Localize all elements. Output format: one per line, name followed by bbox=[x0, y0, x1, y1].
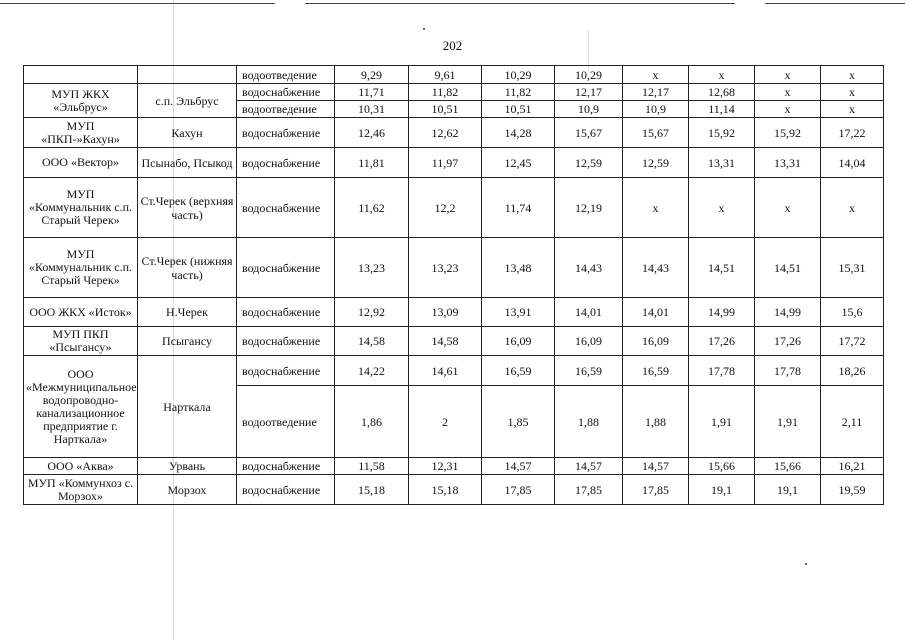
tariff-value-cell: 11,82 bbox=[409, 84, 482, 101]
tariff-value-cell: 10,31 bbox=[335, 101, 409, 118]
tariff-value-cell: 14,43 bbox=[555, 238, 623, 298]
tariff-value-cell: 10,51 bbox=[409, 101, 482, 118]
tariff-value-cell: 12,2 bbox=[409, 178, 482, 238]
settlement-cell: Ст.Черек (нижняя часть) bbox=[138, 238, 237, 298]
tariff-value-cell: 14,99 bbox=[755, 298, 821, 327]
tariff-value-cell: x bbox=[623, 66, 689, 84]
tariff-value-cell: x bbox=[821, 84, 884, 101]
tariff-value-cell: 17,78 bbox=[689, 356, 755, 386]
service-cell: водоотведение bbox=[237, 66, 335, 84]
tariff-value-cell: 14,58 bbox=[335, 327, 409, 356]
tariff-value-cell: 16,09 bbox=[555, 327, 623, 356]
settlement-cell: Нарткала bbox=[138, 356, 237, 458]
service-cell: водоснабжение bbox=[237, 238, 335, 298]
tariff-value-cell: 14,99 bbox=[689, 298, 755, 327]
service-cell: водоснабжение bbox=[237, 475, 335, 505]
tariff-value-cell: 17,85 bbox=[482, 475, 555, 505]
table-row bbox=[24, 458, 884, 475]
tariff-value-cell: 14,51 bbox=[689, 238, 755, 298]
organization-cell: ООО «Аква» bbox=[24, 458, 138, 475]
tariff-value-cell: 18,26 bbox=[821, 356, 884, 386]
table-row bbox=[24, 148, 884, 178]
tariff-value-cell: 13,23 bbox=[409, 238, 482, 298]
tariff-value-cell: 15,67 bbox=[555, 118, 623, 148]
tariff-value-cell: x bbox=[755, 84, 821, 101]
tariff-value-cell: 12,59 bbox=[623, 148, 689, 178]
settlement-cell: Ст.Черек (верхняя часть) bbox=[138, 178, 237, 238]
tariff-value-cell: 12,17 bbox=[555, 84, 623, 101]
tariff-value-cell: 11,82 bbox=[482, 84, 555, 101]
tariff-value-cell: 11,71 bbox=[335, 84, 409, 101]
service-cell: водоснабжение bbox=[237, 118, 335, 148]
settlement-cell: Морзох bbox=[138, 475, 237, 505]
tariff-value-cell: 13,91 bbox=[482, 298, 555, 327]
tariff-value-cell: 14,57 bbox=[623, 458, 689, 475]
tariff-value-cell: 14,01 bbox=[555, 298, 623, 327]
tariff-value-cell: 15,18 bbox=[335, 475, 409, 505]
tariff-value-cell: 12,46 bbox=[335, 118, 409, 148]
tariff-value-cell: 14,04 bbox=[821, 148, 884, 178]
organization-cell: МУП ПКП «Псыгансу» bbox=[24, 327, 138, 356]
tariff-value-cell: x bbox=[821, 178, 884, 238]
tariff-value-cell: 17,22 bbox=[821, 118, 884, 148]
tariff-value-cell: 10,9 bbox=[623, 101, 689, 118]
tariff-value-cell: 15,66 bbox=[755, 458, 821, 475]
tariff-value-cell: x bbox=[821, 101, 884, 118]
tariff-value-cell: 14,61 bbox=[409, 356, 482, 386]
organization-cell: МУП «Коммунальник с.п. Старый Черек» bbox=[24, 238, 138, 298]
tariff-value-cell: 14,51 bbox=[755, 238, 821, 298]
tariff-value-cell: x bbox=[821, 66, 884, 84]
service-cell: водоснабжение bbox=[237, 178, 335, 238]
tariff-value-cell: 12,17 bbox=[623, 84, 689, 101]
table-row bbox=[24, 84, 884, 101]
settlement-cell: Урвань bbox=[138, 458, 237, 475]
table-row bbox=[24, 298, 884, 327]
table-row bbox=[24, 118, 884, 148]
tariff-value-cell: x bbox=[755, 101, 821, 118]
tariff-value-cell: 16,21 bbox=[821, 458, 884, 475]
service-cell: водоснабжение bbox=[237, 356, 335, 386]
tariff-value-cell: 12,31 bbox=[409, 458, 482, 475]
table-row bbox=[24, 238, 884, 298]
tariff-value-cell: 14,01 bbox=[623, 298, 689, 327]
tariff-value-cell: 10,9 bbox=[555, 101, 623, 118]
settlement-cell: Псынабо, Псыкод bbox=[138, 148, 237, 178]
tariff-value-cell: 9,61 bbox=[409, 66, 482, 84]
tariff-value-cell: 11,97 bbox=[409, 148, 482, 178]
table-row bbox=[24, 356, 884, 386]
tariff-value-cell: 1,91 bbox=[689, 386, 755, 458]
tariff-value-cell: 13,23 bbox=[335, 238, 409, 298]
tariff-value-cell: 19,59 bbox=[821, 475, 884, 505]
tariff-value-cell: 12,59 bbox=[555, 148, 623, 178]
tariff-value-cell: 10,29 bbox=[482, 66, 555, 84]
organization-cell: ООО ЖКХ «Исток» bbox=[24, 298, 138, 327]
tariff-value-cell: x bbox=[755, 178, 821, 238]
tariff-value-cell: 14,58 bbox=[409, 327, 482, 356]
tariff-value-cell: 10,29 bbox=[555, 66, 623, 84]
organization-cell: МУП ЖКХ «Эльбрус» bbox=[24, 84, 138, 118]
tariff-value-cell: 15,66 bbox=[689, 458, 755, 475]
service-cell: водоотведение bbox=[237, 101, 335, 118]
tariff-value-cell: 16,09 bbox=[482, 327, 555, 356]
scan-edge-line bbox=[305, 3, 735, 4]
scan-speck bbox=[423, 28, 425, 30]
tariff-value-cell: 15,6 bbox=[821, 298, 884, 327]
tariff-value-cell: 2,11 bbox=[821, 386, 884, 458]
tariff-value-cell: 1,88 bbox=[555, 386, 623, 458]
tariff-value-cell: 17,78 bbox=[755, 356, 821, 386]
tariff-value-cell: 15,92 bbox=[755, 118, 821, 148]
tariff-value-cell: x bbox=[689, 178, 755, 238]
tariff-value-cell: 17,85 bbox=[555, 475, 623, 505]
tariff-value-cell: 12,19 bbox=[555, 178, 623, 238]
tariff-value-cell: 13,31 bbox=[755, 148, 821, 178]
tariff-value-cell: 2 bbox=[409, 386, 482, 458]
service-cell: водоснабжение bbox=[237, 298, 335, 327]
tariff-value-cell: 11,62 bbox=[335, 178, 409, 238]
table-row bbox=[24, 327, 884, 356]
tariff-table bbox=[23, 65, 884, 505]
tariff-value-cell: 16,59 bbox=[555, 356, 623, 386]
organization-cell: ООО «Межмуниципальное водопроводно-канализационное предприятие г. Нарткала» bbox=[24, 356, 138, 458]
tariff-value-cell: 13,48 bbox=[482, 238, 555, 298]
tariff-value-cell: 13,31 bbox=[689, 148, 755, 178]
tariff-value-cell: 14,22 bbox=[335, 356, 409, 386]
table-row bbox=[24, 475, 884, 505]
tariff-value-cell: 16,09 bbox=[623, 327, 689, 356]
tariff-value-cell: 1,86 bbox=[335, 386, 409, 458]
service-cell: водоснабжение bbox=[237, 148, 335, 178]
table-row bbox=[24, 66, 884, 84]
tariff-value-cell: x bbox=[623, 178, 689, 238]
tariff-value-cell: 12,62 bbox=[409, 118, 482, 148]
organization-cell: МУП «ПКП-»Кахун» bbox=[24, 118, 138, 148]
tariff-value-cell: 12,92 bbox=[335, 298, 409, 327]
tariff-value-cell: 14,43 bbox=[623, 238, 689, 298]
tariff-value-cell: 17,72 bbox=[821, 327, 884, 356]
table-row bbox=[24, 178, 884, 238]
tariff-value-cell: 12,68 bbox=[689, 84, 755, 101]
tariff-value-cell: 15,67 bbox=[623, 118, 689, 148]
service-cell: водоснабжение bbox=[237, 327, 335, 356]
tariff-value-cell: 10,51 bbox=[482, 101, 555, 118]
page-number: 202 bbox=[442, 38, 463, 53]
settlement-cell: с.п. Эльбрус bbox=[138, 84, 237, 118]
service-cell: водоснабжение bbox=[237, 458, 335, 475]
tariff-value-cell: 15,18 bbox=[409, 475, 482, 505]
settlement-cell bbox=[138, 66, 237, 84]
tariff-value-cell: 11,81 bbox=[335, 148, 409, 178]
tariff-value-cell: 9,29 bbox=[335, 66, 409, 84]
settlement-cell: Псыгансу bbox=[138, 327, 237, 356]
scan-edge-line bbox=[0, 3, 275, 4]
settlement-cell: Н.Черек bbox=[138, 298, 237, 327]
tariff-value-cell: 19,1 bbox=[755, 475, 821, 505]
tariff-value-cell: x bbox=[689, 66, 755, 84]
settlement-cell: Кахун bbox=[138, 118, 237, 148]
organization-cell bbox=[24, 66, 138, 84]
service-cell: водоотведение bbox=[237, 386, 335, 458]
tariff-value-cell: 11,58 bbox=[335, 458, 409, 475]
tariff-value-cell: 12,45 bbox=[482, 148, 555, 178]
organization-cell: ООО «Вектор» bbox=[24, 148, 138, 178]
tariff-value-cell: 17,26 bbox=[689, 327, 755, 356]
tariff-value-cell: 1,85 bbox=[482, 386, 555, 458]
tariff-value-cell: 17,85 bbox=[623, 475, 689, 505]
tariff-value-cell: 17,26 bbox=[755, 327, 821, 356]
tariff-value-cell: 13,09 bbox=[409, 298, 482, 327]
organization-cell: МУП «Коммунхоз с. Морзох» bbox=[24, 475, 138, 505]
tariff-value-cell: 19,1 bbox=[689, 475, 755, 505]
tariff-value-cell: 11,14 bbox=[689, 101, 755, 118]
tariff-value-cell: 1,88 bbox=[623, 386, 689, 458]
tariff-value-cell: x bbox=[755, 66, 821, 84]
scan-speck bbox=[805, 563, 807, 565]
tariff-value-cell: 15,92 bbox=[689, 118, 755, 148]
tariff-value-cell: 14,57 bbox=[482, 458, 555, 475]
tariff-value-cell: 15,31 bbox=[821, 238, 884, 298]
tariff-value-cell: 16,59 bbox=[482, 356, 555, 386]
organization-cell: МУП «Коммунальник с.п. Старый Черек» bbox=[24, 178, 138, 238]
tariff-value-cell: 11,74 bbox=[482, 178, 555, 238]
tariff-value-cell: 14,28 bbox=[482, 118, 555, 148]
tariff-value-cell: 16,59 bbox=[623, 356, 689, 386]
scan-edge-line bbox=[765, 3, 905, 4]
tariff-value-cell: 14,57 bbox=[555, 458, 623, 475]
tariff-value-cell: 1,91 bbox=[755, 386, 821, 458]
service-cell: водоснабжение bbox=[237, 84, 335, 101]
